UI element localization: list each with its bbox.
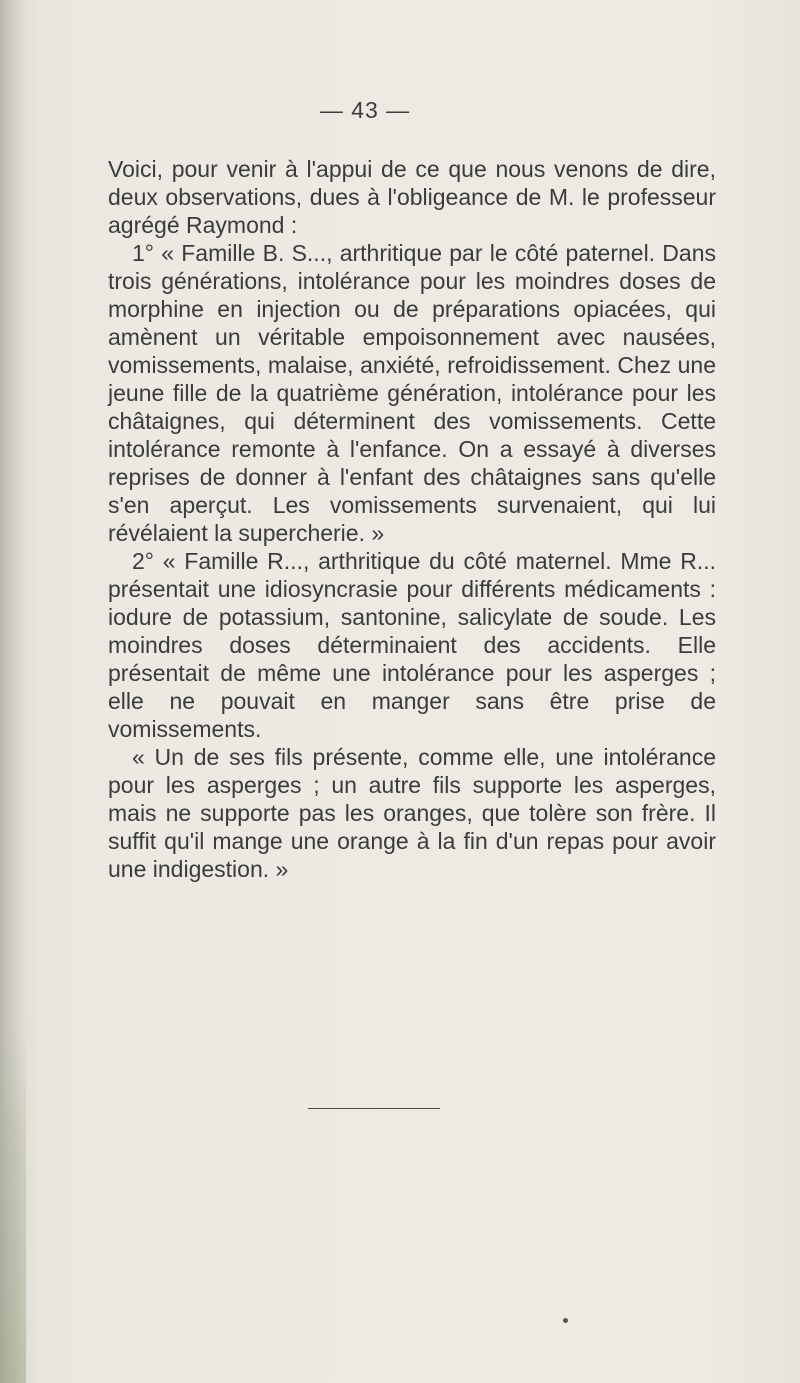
section-divider: [308, 1108, 440, 1109]
paragraph-observation-2-continued: « Un de ses fils présente, comme elle, une intolérance pour les asperges ; un autre fils supporte les asperges, mais ne supporte pas les oranges, que tolère son frère. Il suffit qu'il mange une orange à la fin d'un repas pour avoir une indigestion. »: [108, 744, 716, 882]
ink-speck: [563, 1318, 568, 1323]
paragraph-observation-1: 1° « Famille B. S..., arthritique par le côté paternel. Dans trois générations, intolérance pour les moindres doses de morphine en injection ou de préparations opiacées, qui amènent un véritable empoisonnement avec nausées, vomissements, malaise, anxiété, refroidissement. Chez une jeune fille de la quatrième génération, intolérance pour les châtaignes, qui déterminent des vomissements. Cette intolérance remonte à l'enfance. On a essayé à diverses reprises de donner à l'enfant des châtaignes sans qu'elle s'en aperçut. Les vomissements survenaient, qui lui révélaient la supercherie. »: [108, 240, 716, 546]
binding-stain: [0, 1020, 26, 1383]
paragraph-intro: Voici, pour venir à l'appui de ce que nous venons de dire, deux observations, dues à l'obligeance de M. le professeur agrégé Raymond :: [108, 156, 716, 238]
body-text: [108, 155, 716, 883]
page-number: — 43 —: [319, 97, 411, 123]
paragraph-observation-2: 2° « Famille R..., arthritique du côté maternel. Mme R... présentait une idiosyncrasie pour différents médicaments : iodure de potassium, santonine, salicylate de soude. Les moindres doses déterminaient des accidents. Elle présentait de même une intolérance pour les asperges ; elle ne pouvait en manger sans être prise de vomissements.: [108, 548, 716, 742]
